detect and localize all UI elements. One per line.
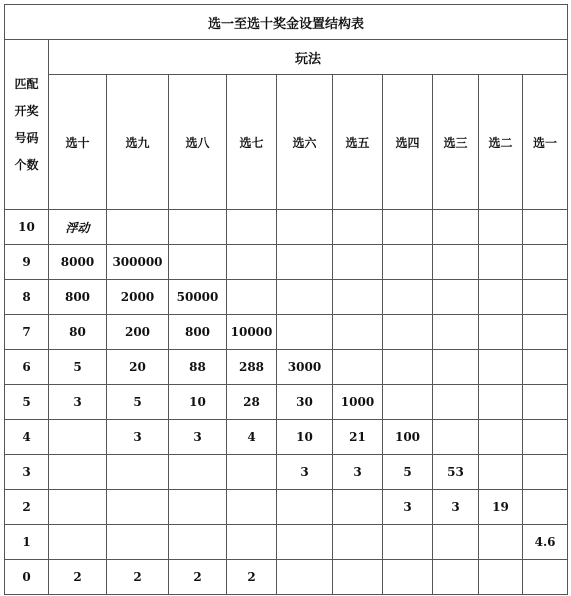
- column-header: 选四: [383, 75, 433, 210]
- row-header-line: 号码: [14, 130, 39, 145]
- prize-cell: 20: [107, 350, 169, 385]
- row-header-line: 开奖: [14, 103, 39, 118]
- prize-cell: [433, 525, 479, 560]
- column-header: 选六: [277, 75, 333, 210]
- prize-cell: 3: [383, 490, 433, 525]
- prize-cell: 19: [479, 490, 523, 525]
- prize-cell: [333, 525, 383, 560]
- prize-cell: 3: [433, 490, 479, 525]
- prize-cell: [169, 210, 227, 245]
- column-header-row: [5, 75, 568, 210]
- prize-cell: [49, 455, 107, 490]
- prize-cell: 30: [277, 385, 333, 420]
- prize-cell: 3: [49, 385, 107, 420]
- prize-cell: [333, 315, 383, 350]
- prize-cell: 50000: [169, 280, 227, 315]
- prize-cell: [383, 385, 433, 420]
- prize-cell: [433, 210, 479, 245]
- prize-cell: [479, 455, 523, 490]
- prize-cell: [523, 490, 568, 525]
- table-row: [5, 420, 568, 455]
- prize-cell: [49, 420, 107, 455]
- match-count-cell: 10: [5, 210, 49, 245]
- match-count-cell: 9: [5, 245, 49, 280]
- row-header-lines: [5, 71, 48, 179]
- match-count-cell: 3: [5, 455, 49, 490]
- prize-cell: [227, 455, 277, 490]
- prize-cell: 53: [433, 455, 479, 490]
- prize-cell: 288: [227, 350, 277, 385]
- prize-cell: [169, 455, 227, 490]
- prize-cell: [479, 210, 523, 245]
- table-row: [5, 455, 568, 490]
- column-header: 选七: [227, 75, 277, 210]
- prize-cell: [523, 560, 568, 595]
- prize-cell: [433, 245, 479, 280]
- prize-cell: 2: [227, 560, 277, 595]
- prize-cell: [227, 280, 277, 315]
- column-header: 选二: [479, 75, 523, 210]
- prize-cell: 8000: [49, 245, 107, 280]
- prize-cell: 80: [49, 315, 107, 350]
- prize-cell: [333, 490, 383, 525]
- column-header: 选九: [107, 75, 169, 210]
- prize-cell: [433, 350, 479, 385]
- prize-cell: [523, 315, 568, 350]
- prize-cell: [169, 245, 227, 280]
- prize-cell: [433, 385, 479, 420]
- prize-cell: 200: [107, 315, 169, 350]
- prize-cell: [383, 315, 433, 350]
- prize-cell: [277, 280, 333, 315]
- match-count-cell: 0: [5, 560, 49, 595]
- table-row: [5, 245, 568, 280]
- table-row: [5, 350, 568, 385]
- prize-cell: 3: [169, 420, 227, 455]
- prize-cell: [523, 455, 568, 490]
- prize-cell: 100: [383, 420, 433, 455]
- prize-cell: 3: [277, 455, 333, 490]
- table-body: [5, 5, 568, 595]
- prize-cell: [49, 525, 107, 560]
- prize-cell: 300000: [107, 245, 169, 280]
- prize-cell: [383, 560, 433, 595]
- prize-cell: [523, 385, 568, 420]
- prize-cell: 2: [107, 560, 169, 595]
- match-count-cell: 8: [5, 280, 49, 315]
- prize-cell: [277, 210, 333, 245]
- prize-cell: 800: [49, 280, 107, 315]
- prize-structure-table-wrapper: [4, 4, 567, 595]
- prize-cell: [383, 525, 433, 560]
- column-header: 选十: [49, 75, 107, 210]
- prize-cell: [479, 420, 523, 455]
- prize-cell: [277, 315, 333, 350]
- title-row: [5, 5, 568, 40]
- prize-cell: 4.6: [523, 525, 568, 560]
- prize-cell: 3: [107, 420, 169, 455]
- match-count-cell: 1: [5, 525, 49, 560]
- prize-structure-table: [4, 4, 568, 595]
- prize-cell: 浮动: [49, 210, 107, 245]
- column-header: 选三: [433, 75, 479, 210]
- prize-cell: [333, 245, 383, 280]
- prize-cell: [169, 525, 227, 560]
- table-row: [5, 280, 568, 315]
- prize-cell: [433, 315, 479, 350]
- table-row: [5, 315, 568, 350]
- table-row: [5, 560, 568, 595]
- prize-cell: [523, 245, 568, 280]
- prize-cell: [479, 560, 523, 595]
- prize-cell: 2: [169, 560, 227, 595]
- prize-cell: 10000: [227, 315, 277, 350]
- prize-cell: [107, 490, 169, 525]
- prize-cell: [523, 280, 568, 315]
- match-count-cell: 4: [5, 420, 49, 455]
- column-header: 选一: [523, 75, 568, 210]
- prize-cell: 800: [169, 315, 227, 350]
- prize-cell: [333, 280, 383, 315]
- prize-cell: [227, 210, 277, 245]
- prize-cell: [227, 525, 277, 560]
- prize-cell: [479, 315, 523, 350]
- prize-cell: [383, 210, 433, 245]
- prize-cell: [383, 350, 433, 385]
- prize-cell: [479, 350, 523, 385]
- table-row: [5, 210, 568, 245]
- table-row: [5, 525, 568, 560]
- prize-cell: [49, 490, 107, 525]
- group-header: 玩法: [49, 40, 568, 75]
- prize-cell: 5: [49, 350, 107, 385]
- column-header: 选五: [333, 75, 383, 210]
- group-header-row: [5, 40, 568, 75]
- prize-cell: [523, 350, 568, 385]
- prize-cell: [523, 420, 568, 455]
- prize-cell: [383, 280, 433, 315]
- prize-cell: [523, 210, 568, 245]
- table-title: 选一至选十奖金设置结构表: [5, 5, 568, 40]
- row-header-line: 匹配: [14, 76, 39, 91]
- prize-cell: 5: [383, 455, 433, 490]
- prize-cell: 4: [227, 420, 277, 455]
- prize-cell: 5: [107, 385, 169, 420]
- prize-cell: 1000: [333, 385, 383, 420]
- prize-cell: [479, 525, 523, 560]
- prize-cell: [277, 245, 333, 280]
- match-count-cell: 6: [5, 350, 49, 385]
- prize-cell: 3: [333, 455, 383, 490]
- prize-cell: [169, 490, 227, 525]
- prize-cell: [277, 525, 333, 560]
- match-count-cell: 5: [5, 385, 49, 420]
- prize-cell: [277, 490, 333, 525]
- prize-cell: 88: [169, 350, 227, 385]
- prize-cell: 10: [169, 385, 227, 420]
- prize-cell: 2000: [107, 280, 169, 315]
- prize-cell: 28: [227, 385, 277, 420]
- prize-cell: 10: [277, 420, 333, 455]
- prize-cell: [479, 280, 523, 315]
- prize-cell: [227, 490, 277, 525]
- prize-cell: [433, 560, 479, 595]
- prize-cell: [383, 245, 433, 280]
- row-header-line: 个数: [14, 157, 39, 172]
- prize-cell: [107, 455, 169, 490]
- match-count-cell: 7: [5, 315, 49, 350]
- row-header-cell: [5, 40, 49, 210]
- prize-cell: 21: [333, 420, 383, 455]
- table-row: [5, 385, 568, 420]
- prize-cell: [433, 280, 479, 315]
- prize-cell: [333, 350, 383, 385]
- prize-cell: [333, 560, 383, 595]
- table-row: [5, 490, 568, 525]
- prize-cell: 2: [49, 560, 107, 595]
- prize-cell: [479, 245, 523, 280]
- prize-cell: [107, 210, 169, 245]
- prize-cell: [479, 385, 523, 420]
- prize-cell: [107, 525, 169, 560]
- match-count-cell: 2: [5, 490, 49, 525]
- column-header: 选八: [169, 75, 227, 210]
- prize-cell: [227, 245, 277, 280]
- prize-cell: 3000: [277, 350, 333, 385]
- prize-cell: [277, 560, 333, 595]
- prize-cell: [333, 210, 383, 245]
- prize-cell: [433, 420, 479, 455]
